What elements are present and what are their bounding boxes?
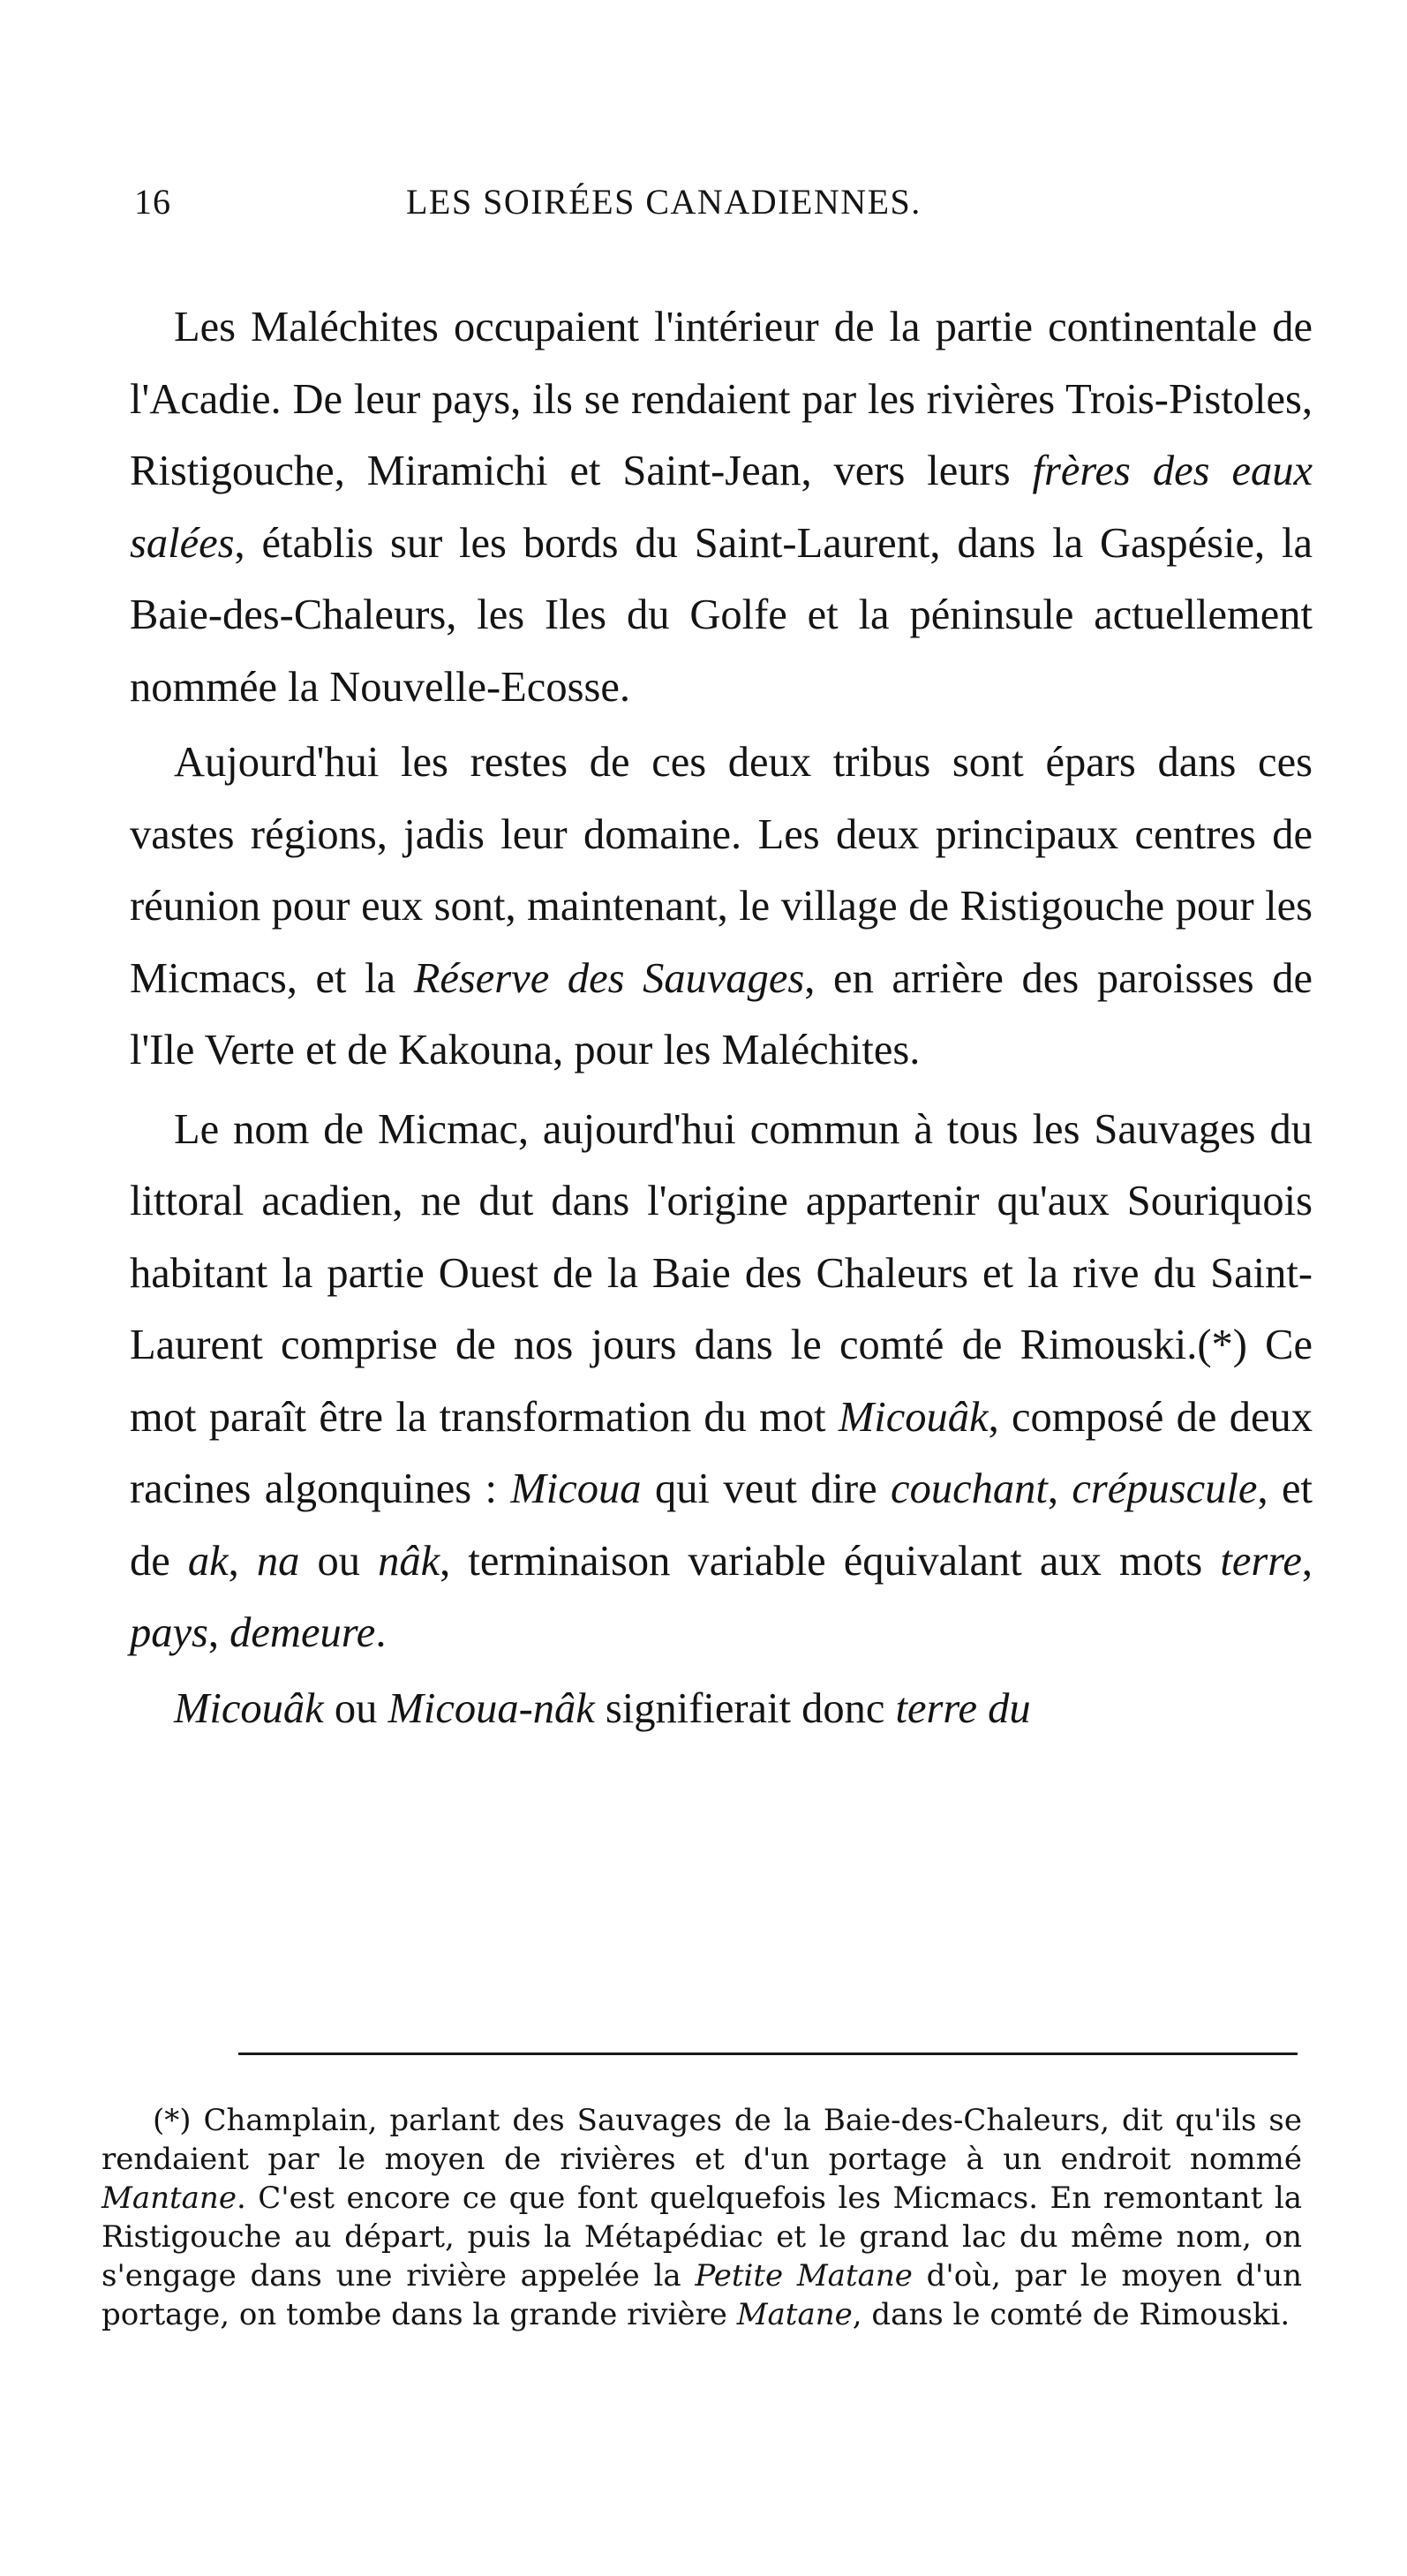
text-span: (*) Champlain, parlant des Sauvages de la Baie-des-Chaleurs, dit qu'ils se rendaient par le moyen de rivières et d'un portage à un endroit nommé bbox=[102, 2103, 1302, 2177]
italic-span: Micoua-nâk bbox=[387, 1684, 595, 1732]
italic-span: na bbox=[256, 1537, 300, 1585]
text-span: , et de bbox=[130, 1465, 1313, 1585]
italic-span: frères des eaux salées bbox=[130, 448, 1313, 567]
italic-span: couchant bbox=[891, 1465, 1048, 1512]
paragraph-2 bbox=[130, 727, 1313, 1087]
text-span: , établis sur les bords du Saint-Laurent, dans la Gaspésie, la Baie-des-Chaleurs, les Iles du Golfe et la péninsule actuellement nommée la Nouvelle-Ecosse. bbox=[130, 519, 1313, 711]
text-span: , dans le comté de Rimouski. bbox=[852, 2297, 1290, 2332]
italic-span: Petite Matane bbox=[695, 2258, 913, 2294]
text-span: , terminaison variable équivalant aux mots bbox=[440, 1537, 1221, 1585]
italic-span: demeure bbox=[229, 1609, 376, 1656]
italic-span: Réserve des Sauvages bbox=[413, 954, 805, 1002]
text-span: , en arrière des paroisses de l'Ile Verte et de Kakouna, pour les Maléchites. bbox=[130, 954, 1313, 1073]
italic-span: Micouâk bbox=[174, 1684, 324, 1732]
text-span: ou bbox=[323, 1684, 388, 1732]
italic-span: nâk bbox=[378, 1537, 440, 1585]
footnote bbox=[102, 2101, 1302, 2334]
paragraph-1 bbox=[130, 291, 1313, 723]
text-span: , composé de deux racines algonquines : bbox=[130, 1393, 1313, 1512]
page-header bbox=[134, 181, 1308, 234]
running-title: LES SOIRÉES CANADIENNES. bbox=[406, 182, 922, 222]
text-span: . bbox=[375, 1609, 387, 1656]
italic-span: crépuscule bbox=[1072, 1465, 1258, 1512]
text-span: qui veut dire bbox=[641, 1465, 892, 1512]
paragraph-4 bbox=[130, 1673, 1313, 1745]
text-span: d'où, par le moyen d'un portage, on tombe dans la grande rivière bbox=[102, 2258, 1303, 2332]
footnote-text bbox=[102, 2101, 1302, 2334]
italic-span: Micouâk bbox=[838, 1393, 989, 1441]
text-span: , bbox=[228, 1537, 257, 1585]
italic-span: Matane bbox=[736, 2297, 853, 2332]
text-span: . C'est encore ce que font quelquefois les Micmacs. En remontant la Ristigouche au départ, puis la Métapédiac et le grand lac du même nom, on s'engage dans une rivière appelée la bbox=[102, 2181, 1302, 2294]
text-span: Aujourd'hui les restes de ces deux tribus sont épars dans ces vastes régions, jadis leur domaine. Les deux principaux centres de réunion pour eux sont, maintenant, le village de Ristigouche pour les Micmacs, et la bbox=[130, 739, 1313, 1002]
text-span: , bbox=[207, 1609, 230, 1656]
page-number: 16 bbox=[134, 182, 171, 222]
text-span: signifierait donc bbox=[594, 1684, 896, 1732]
text-span: Le nom de Micmac, aujourd'hui commun à tous les Sauvages du littoral acadien, ne dut dans l'origine appartenir qu'aux Souriquois habitant la partie Ouest de la Baie des Chaleurs et la rive du Saint-Laurent comprise de nos jours dans le comté de Rimouski.(*) Ce mot paraît être la transformation du mot bbox=[130, 1105, 1313, 1441]
italic-span: terre du bbox=[895, 1684, 1031, 1732]
italic-span: terre bbox=[1220, 1537, 1302, 1585]
body-text bbox=[130, 291, 1313, 1748]
text-span: , bbox=[1047, 1465, 1072, 1512]
italic-span: pays bbox=[130, 1609, 208, 1656]
italic-span: Micoua bbox=[510, 1465, 642, 1512]
paragraph-3 bbox=[130, 1094, 1313, 1669]
text-span: Les Maléchites occupaient l'intérieur de la partie continentale de l'Acadie. De leur pays, ils se rendaient par les rivières Trois-Pistoles, Ristigouche, Miramichi et Saint-Jean, vers leurs bbox=[130, 304, 1313, 494]
footnote-divider bbox=[238, 2053, 1298, 2055]
italic-span: Mantane bbox=[102, 2181, 237, 2216]
italic-span: ak bbox=[187, 1537, 229, 1585]
text-span: ou bbox=[299, 1537, 379, 1585]
text-span: , bbox=[1301, 1537, 1313, 1585]
